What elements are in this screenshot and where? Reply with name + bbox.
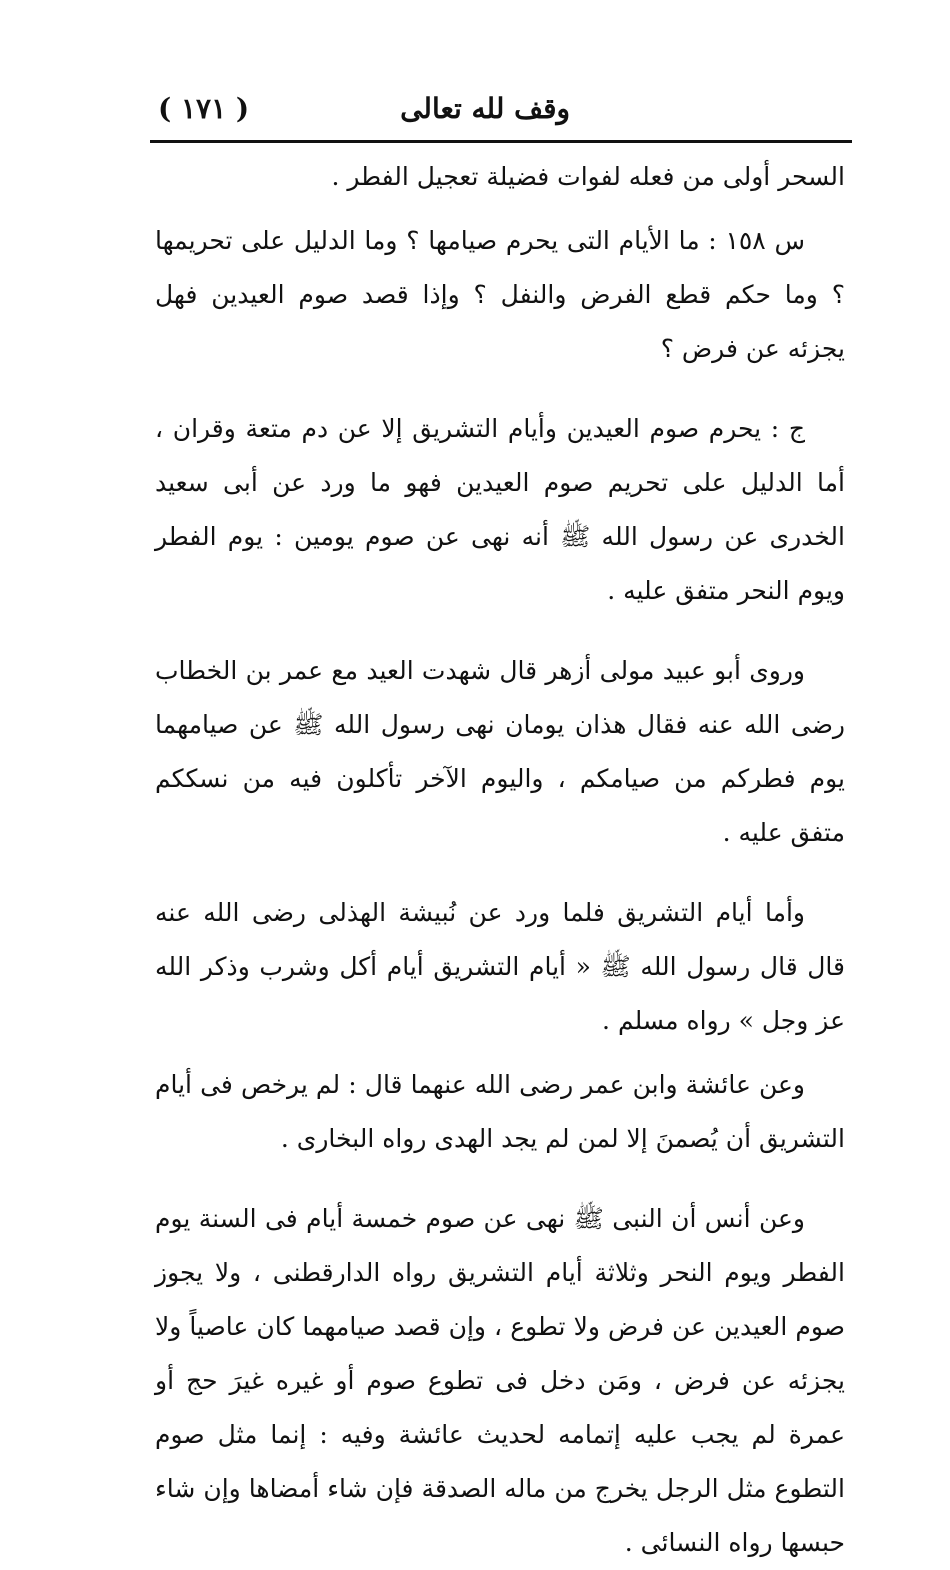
paragraph-question: س ١٥٨ : ما الأيام التى يحرم صيامها ؟ وما الدليل على تحريمها ؟ وما حكم قطع الفرض والنفل ؟ وإذا قصد صوم العيدين فهل يجزئه عن فرض ؟ [155, 226, 845, 363]
paragraph-anas: وعن أنس أن النبى ﷺ نهى عن صوم خمسة أيام فى السنة يوم الفطر ويوم النحر وثلاثة أيام التشريق رواه الدارقطنى ، ولا يجوز صوم العيدين عن فرض ولا تطوع ، وإن قصد صيامهما كان عاصياً ولا يجزئه عن فرض ، ومَن دخل فى تطوع صوم أو غيره غيرَ حج أو عمرة لم يجب عليه إتمامه لحديث عائشة وفيه : إنما مثل صوم التطوع مثل الرجل يخرج من ماله الصدقة فإن شاء أمضاها وإن شاء حبسها رواه النسائى . [155, 1204, 845, 1557]
body-text [155, 150, 845, 1570]
paragraph-aisha: وعن عائشة وابن عمر رضى الله عنهما قال : لم يرخص فى أيام التشريق أن يُصمنَ إلا لمن لم يجد الهدى رواه البخارى . [155, 1070, 845, 1153]
page-number: ( ١٧١ ) [158, 92, 250, 125]
paragraph-answer: ج : يحرم صوم العيدين وأيام التشريق إلا عن دم متعة وقران ، أما الدليل على تحريم صوم العيدين فهو ما ورد عن أبى سعيد الخدرى عن رسول الله ﷺ أنه نهى عن صوم يومين : يوم الفطر ويوم النحر متفق عليه . [155, 414, 845, 605]
paragraph-continuation: السحر أولى من فعله لفوات فضيلة تعجيل الفطر . [331, 162, 845, 191]
paragraph-hadith-abu-ubaid: وروى أبو عبيد مولى أزهر قال شهدت العيد مع عمر بن الخطاب رضى الله عنه فقال هذان يومان نهى رسول الله ﷺ عن صيامهما يوم فطركم من صيامكم ، واليوم الآخر تأكلون فيه من نسككم متفق عليه . [155, 656, 845, 847]
header-rule [150, 140, 852, 143]
paragraph-tashriq: وأما أيام التشريق فلما ورد عن نُبيشة الهذلى رضى الله عنه قال قال رسول الله ﷺ « أيام التشريق أيام أكل وشرب وذكر الله عز وجل » رواه مسلم . [155, 898, 845, 1035]
running-title: وقف لله تعالى [400, 92, 570, 125]
page-header [150, 86, 850, 136]
